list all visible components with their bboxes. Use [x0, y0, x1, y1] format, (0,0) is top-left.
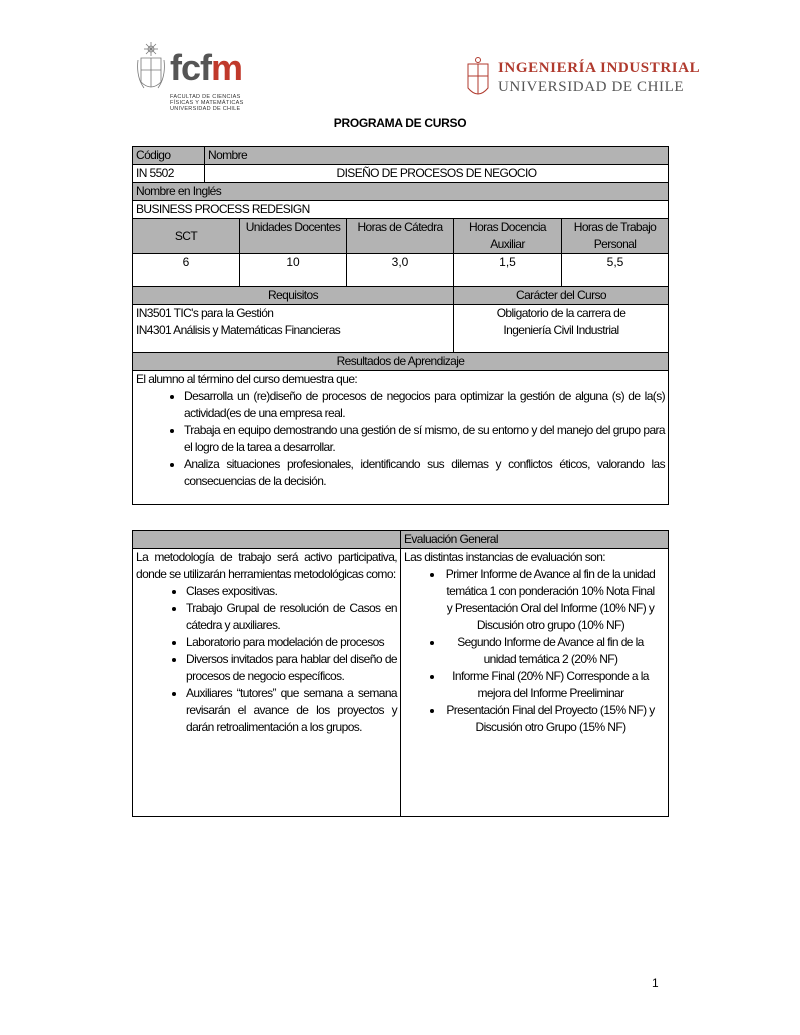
- fcfm-logo: [136, 42, 248, 118]
- metric-value-auxiliar: 1,5: [454, 254, 562, 287]
- list-item: • Diversos invitados para hablar del diseño de procesos de negocio específicos.: [186, 651, 397, 685]
- resultados-cell: [133, 371, 669, 505]
- list-item: • Informe Final (20% NF) Corresponde a la mejora del Informe Preeliminar: [444, 668, 657, 702]
- logo-line-2: UNIVERSIDAD DE CHILE: [498, 79, 685, 95]
- resultados-label: Resultados de Aprendizaje: [133, 353, 669, 371]
- evaluacion-list: [404, 566, 665, 736]
- logo-line-1: INGENIERÍA INDUSTRIAL: [498, 60, 701, 76]
- evaluacion-intro: Las distintas instancias de evaluación son:: [404, 550, 606, 564]
- nombre-ingles-label: Nombre en Inglés: [133, 183, 669, 201]
- course-info-table: [132, 146, 669, 505]
- document-title: PROGRAMA DE CURSO: [333, 116, 467, 130]
- resultados-list: [136, 388, 665, 490]
- metric-value-unidades: 10: [240, 254, 347, 287]
- nombre-ingles-value: BUSINESS PROCESS REDESIGN: [133, 201, 669, 219]
- caracter-label: Carácter del Curso: [454, 287, 669, 305]
- metric-header-sct: SCT: [133, 219, 240, 254]
- list-item: • Segundo Informe de Avance al fin de la unidad temática 2 (20% NF): [444, 634, 657, 668]
- metric-header-catedra: Horas de Cátedra: [347, 219, 454, 254]
- metric-value-catedra: 3,0: [347, 254, 454, 287]
- ingenieria-industrial-logo: [464, 56, 701, 104]
- list-item: • Clases expositivas.: [186, 583, 397, 600]
- nombre-label: Nombre: [205, 147, 669, 165]
- list-item: • Laboratorio para modelación de procesos: [186, 634, 397, 651]
- fcfm-wordmark: fcfm: [170, 47, 243, 88]
- list-item: • Presentación Final del Proyecto (15% NF) y Discusión otro Grupo (15% NF): [444, 702, 657, 736]
- requisito-item: IN4301 Análisis y Matemáticas Financieras: [136, 323, 341, 337]
- requisito-item: IN3501 TIC's para la Gestión: [136, 306, 274, 320]
- list-item: • Trabajo Grupal de resolución de Casos en cátedra y auxiliares.: [186, 600, 397, 634]
- resultados-intro: El alumno al término del curso demuestra que:: [136, 372, 358, 386]
- university-seal-icon: [136, 42, 166, 98]
- requisitos-cell: [133, 305, 454, 353]
- fcfm-subtitle: FACULTAD DE CIENCIAS FÍSICAS Y MATEMÁTICAS UNIVERSIDAD DE CHILE: [170, 94, 244, 112]
- caracter-cell: Obligatorio de la carrera de Ingeniería Civil Industrial: [454, 305, 669, 353]
- list-item: • Desarrolla un (re)diseño de procesos de negocios para optimizar la gestión de alguna (s) de la(s) actividad(es de una empresa real.: [184, 388, 665, 422]
- metric-header-auxiliar: Horas Docencia Auxiliar: [454, 219, 562, 254]
- metric-value-personal: 5,5: [562, 254, 669, 287]
- university-seal-icon: [464, 56, 492, 102]
- metric-header-unidades: Unidades Docentes: [240, 219, 347, 254]
- metodologia-list: [136, 583, 397, 736]
- page-number: 1: [652, 976, 659, 990]
- nombre-value: DISEÑO DE PROCESOS DE NEGOCIO: [205, 165, 669, 183]
- list-item: • Auxiliares “tutores” que semana a semana revisarán el avance de los proyectos y darán retroalimentación a los grupos.: [186, 685, 397, 736]
- list-item: • Trabaja en equipo demostrando una gestión de sí mismo, de su entorno y del manejo del grupo para el logro de la tarea a desarrollar.: [184, 422, 665, 456]
- metodologia-cell: [133, 549, 401, 817]
- list-item: • Primer Informe de Avance al fin de la unidad temática 1 con ponderación 10% Nota Final y Presentación Oral del Informe (10% NF) y Discusión otro grupo (10% NF): [444, 566, 657, 634]
- codigo-value: IN 5502: [133, 165, 205, 183]
- requisitos-label: Requisitos: [133, 287, 454, 305]
- evaluacion-cell: [401, 549, 669, 817]
- codigo-label: Código: [133, 147, 205, 165]
- evaluacion-header: Evaluación General: [401, 531, 669, 549]
- list-item: • Analiza situaciones profesionales, identificando sus dilemas y conflictos éticos, valorando las consecuencias de la decisión.: [184, 456, 665, 490]
- metodologia-header: [133, 531, 401, 549]
- metric-header-personal: Horas de Trabajo Personal: [562, 219, 669, 254]
- evaluation-table: [132, 530, 669, 817]
- metodologia-intro: La metodología de trabajo será activo participativa, donde se utilizarán herramientas metodológicas como:: [136, 550, 397, 581]
- metric-value-sct: 6: [133, 254, 240, 287]
